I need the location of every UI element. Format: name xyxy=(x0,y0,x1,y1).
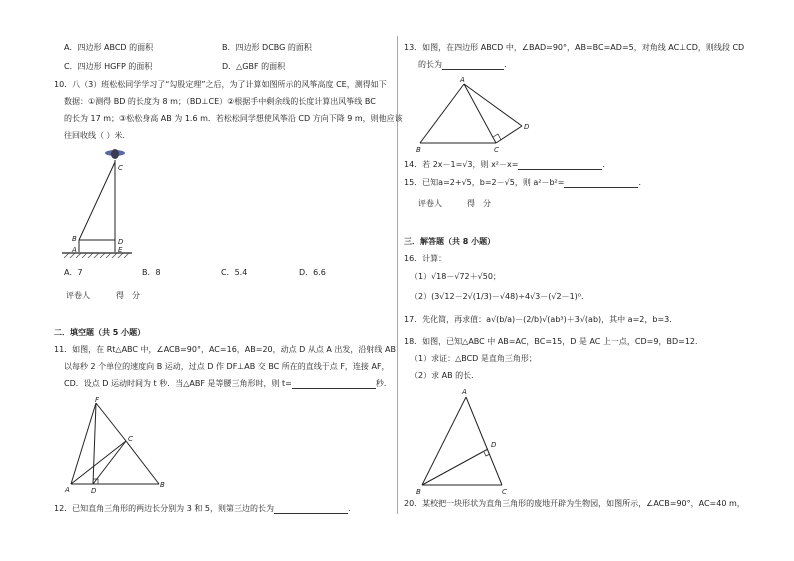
grader-label: 评卷人 xyxy=(418,199,442,208)
q9-option-d: D．△GBF 的面积 xyxy=(222,62,286,71)
q14-text: 14．若 2x－1=√3，则 x²－x= ． xyxy=(404,160,611,169)
q20-text: 20．某校把一块形状为直角三角形的废地开辟为生物园，如图所示，∠ACB=90°，AC=40 m， xyxy=(404,499,745,508)
q17-text: 17．先化简，再求值：a√(b/a)－(2/b)√(ab³)＋3√(ab)，其中 a=2，b=3． xyxy=(404,315,678,324)
label-a: A xyxy=(462,388,467,396)
q12-text: 12．已知直角三角形的两边长分别为 3 和 5，则第三边的长为 ． xyxy=(54,504,356,513)
label-a: A xyxy=(65,486,70,494)
score-label: 得 分 xyxy=(116,291,140,300)
label-b: B xyxy=(416,488,421,496)
label-c: C xyxy=(502,488,507,496)
label-c: C xyxy=(128,435,133,443)
label-a: A xyxy=(460,76,465,84)
q9-option-b: B．四边形 DCBG 的面积 xyxy=(222,43,312,52)
q11-figure xyxy=(62,396,172,496)
q13-figure xyxy=(414,76,538,152)
kite-body xyxy=(111,149,119,159)
label-c: C xyxy=(118,164,123,172)
q12-answer-blank[interactable] xyxy=(274,505,348,514)
q10-option-b: B．8 xyxy=(142,268,161,277)
label-d: D xyxy=(118,238,124,246)
q10-option-d: D．6.6 xyxy=(299,268,326,277)
label-c: C xyxy=(494,146,499,154)
q15-answer-blank[interactable] xyxy=(564,179,638,188)
q13-line2: 的长为 ． xyxy=(418,60,512,69)
label-b: B xyxy=(416,146,421,154)
section3-title: 三．解答题（共 8 小题） xyxy=(404,237,496,246)
label-d: D xyxy=(91,487,97,495)
label-d: D xyxy=(491,441,497,449)
label-b: B xyxy=(160,481,165,489)
label-e: E xyxy=(118,246,123,254)
q10-kite-figure xyxy=(60,146,150,264)
q10-line3: 的长为 17 m；③松松身高 AB 为 1.6 m．若松松同学想使风筝沿 CD 方向下降 9 m，则他应该 xyxy=(64,114,403,123)
q16-part2: （2）(3√12－2√(1/3)－√48)÷4√3－(√2－1)⁰． xyxy=(410,292,589,301)
q10-option-c: C．5.4 xyxy=(221,268,248,277)
label-a: A xyxy=(72,246,77,254)
q10-line1: 10．八（3）班松松同学学习了“勾股定理”之后，为了计算如图所示的风筝高度 CE，测得如下 xyxy=(54,80,387,89)
q18-part2: （2）求 AB 的长． xyxy=(410,371,480,380)
section2-title: 二．填空题（共 5 小题） xyxy=(54,328,146,337)
q11-line3: CD．设点 D 运动时间为 t 秒．当△ABF 是等腰三角形时，则 t= 秒． xyxy=(64,379,392,388)
q10-option-a: A．7 xyxy=(64,268,83,277)
grader-label: 评卷人 xyxy=(66,291,90,300)
label-b: B xyxy=(72,235,77,243)
q16-part1: （1）√18－√72＋√50； xyxy=(410,272,501,281)
q11-line1: 11．如图，在 Rt△ABC 中，∠ACB=90°，AC=16，AB=20，动点 D 从点 A 出发，沿射线 AB xyxy=(54,345,396,354)
column-divider xyxy=(397,36,398,514)
q11-line2: 以每秒 2 个单位的速度向 B 运动，过点 D 作 DF⊥AB 交 BC 所在的直线于点 F，连接 AF， xyxy=(64,362,390,371)
q15-text: 15．已知a=2+√5，b=2－√5，则 a²－b²= ． xyxy=(404,178,647,187)
q9-option-c: C．四边形 HGFP 的面积 xyxy=(64,62,153,71)
q9-option-a: A．四边形 ABCD 的面积 xyxy=(64,43,154,52)
score-label: 得 分 xyxy=(467,199,491,208)
q14-answer-blank[interactable] xyxy=(518,161,602,170)
q16-title: 16．计算： xyxy=(404,254,447,263)
label-d: D xyxy=(524,123,530,131)
label-f: F xyxy=(95,396,100,404)
q13-line1: 13．如图，在四边形 ABCD 中，∠BAD=90°，AB=BC=AD=5，对角线 AC⊥CD，则线段 CD xyxy=(404,43,745,52)
q13-answer-blank[interactable] xyxy=(442,61,504,70)
q11-answer-blank[interactable] xyxy=(292,380,376,389)
q18-part1: （1）求证：△BCD 是直角三角形； xyxy=(410,354,537,363)
q10-line2: 数据：①测得 BD 的长度为 8 m；（BD⊥CE）②根据手中剩余线的长度计算出风筝线 BC xyxy=(64,97,376,106)
q10-line4: 往回收线（ ）米． xyxy=(64,131,131,140)
q18-figure xyxy=(414,388,524,496)
q18-line1: 18．如图，已知△ABC 中 AB=AC，BC=15，D 是 AC 上一点，CD=9，BD=12． xyxy=(404,337,703,346)
